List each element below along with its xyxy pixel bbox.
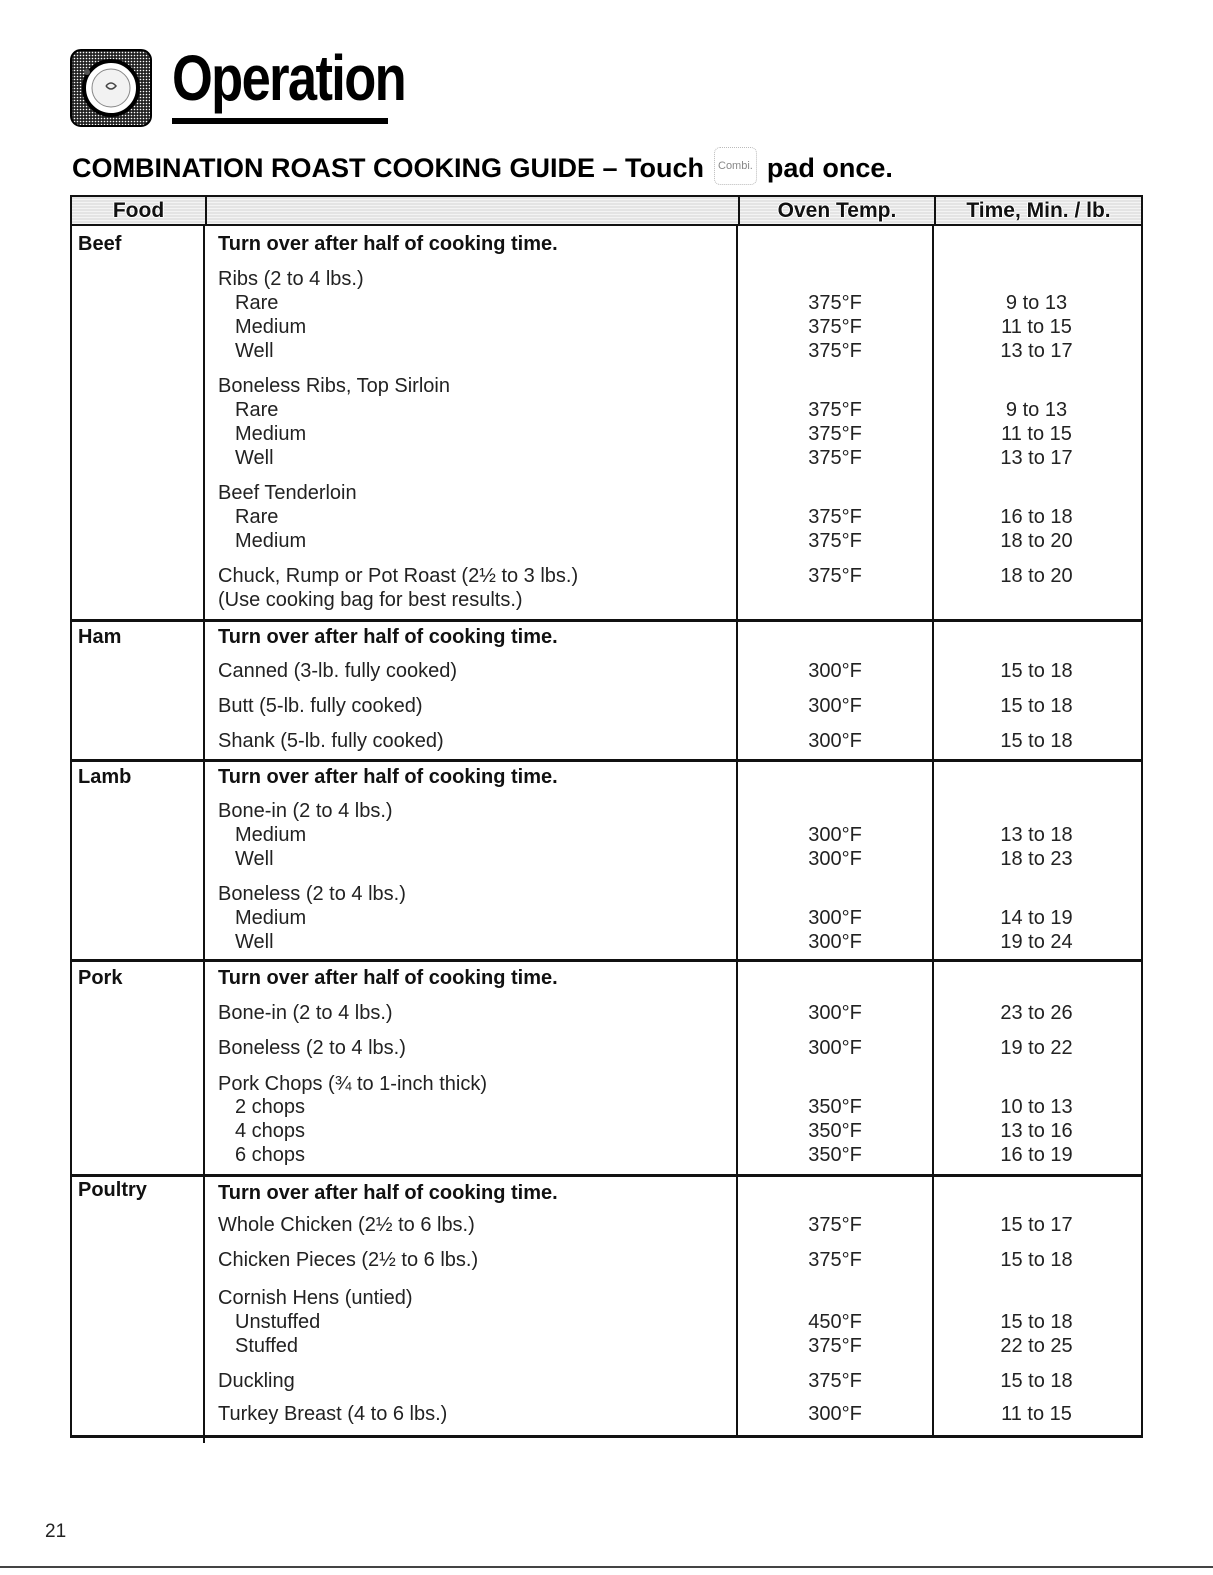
item-label: Duckling [218,1370,295,1392]
cook-time-value: 18 to 23 [1000,848,1073,870]
oven-temp-value: 375°F [808,1214,862,1236]
column-rule [736,226,738,1438]
oven-temp-value: 300°F [808,848,862,870]
oven-temp-value: 350°F [808,1096,862,1118]
header-time: Time, Min. / lb. [966,199,1111,222]
cook-time-value: 15 to 18 [1000,1370,1073,1392]
oven-temp-value: 375°F [808,399,862,421]
cook-time-value: 16 to 19 [1000,1144,1073,1166]
cook-time-value: 23 to 26 [1000,1002,1073,1024]
cook-time-value: 11 to 15 [1001,1403,1072,1425]
oven-temp-value: 300°F [808,824,862,846]
category-label: Ham [78,626,122,648]
section-note: Turn over after half of cooking time. [218,1182,558,1204]
table-bottom-border [70,1435,1143,1438]
oven-temp-value: 375°F [808,1335,862,1357]
oven-temp-value: 350°F [808,1120,862,1142]
cooking-guide-table [70,195,1143,1438]
item-label: Bone-in (2 to 4 lbs.) [218,1002,393,1024]
item-label: Canned (3-lb. fully cooked) [218,660,458,682]
item-label: Medium [235,907,307,929]
item-label: Medium [235,824,307,846]
item-label: 4 chops [235,1120,306,1142]
oven-temp-value: 375°F [808,1370,862,1392]
item-label: Butt (5-lb. fully cooked) [218,695,423,717]
cook-time-value: 9 to 13 [1005,399,1068,421]
oven-temp-value: 375°F [808,506,862,528]
section-divider [70,959,1143,962]
item-label: Medium [235,530,307,552]
oven-temp-value: 300°F [808,660,862,682]
oven-temp-value: 300°F [808,695,862,717]
oven-temp-value: 375°F [808,292,862,314]
oven-temp-value: 300°F [808,1002,862,1024]
cook-time-value: 19 to 22 [1000,1037,1073,1059]
cook-time-value: 13 to 16 [1000,1120,1073,1142]
oven-temp-value: 375°F [808,565,862,587]
section-note: Turn over after half of cooking time. [218,967,558,989]
section-divider [70,619,1143,622]
oven-temp-value: 375°F [808,1249,862,1271]
item-label: Bone-in (2 to 4 lbs.) [218,800,393,822]
item-label: Rare [235,399,279,421]
item-label: Medium [235,316,307,338]
combi-pad-icon: Combi. [714,147,757,185]
oven-temp-value: 300°F [808,931,862,953]
cook-time-value: 9 to 13 [1005,292,1068,314]
header-food: Food [112,199,165,222]
oven-temp-value: 300°F [808,730,862,752]
cook-time-value: 13 to 17 [1000,340,1073,362]
header-oven-temp: Oven Temp. [777,199,897,222]
item-label: Well [235,931,274,953]
item-label: (Use cooking bag for best results.) [218,589,523,611]
oven-temp-value: 375°F [808,423,862,445]
item-label: Shank (5-lb. fully cooked) [218,730,444,752]
guide-heading-text: COMBINATION ROAST COOKING GUIDE – Touch [72,153,704,184]
oven-temp-value: 300°F [808,907,862,929]
oven-temp-value: 375°F [808,530,862,552]
item-label: Boneless Ribs, Top Sirloin [218,375,450,397]
cook-time-value: 15 to 18 [1000,695,1073,717]
item-label: Well [235,848,274,870]
item-label: Cornish Hens (untied) [218,1287,413,1309]
item-label: Stuffed [235,1335,299,1357]
cook-time-value: 11 to 15 [1001,316,1072,338]
bottom-rule [0,1566,1213,1568]
item-label: 6 chops [235,1144,306,1166]
column-rule [70,226,72,1438]
cook-time-value: 19 to 24 [1000,931,1073,953]
column-rule [932,226,934,1438]
cook-time-value: 14 to 19 [1000,907,1073,929]
section-note: Turn over after half of cooking time. [218,766,558,788]
item-label: Pork Chops (¾ to 1-inch thick) [218,1073,487,1095]
category-label: Beef [78,233,122,255]
cook-time-value: 15 to 18 [1000,1249,1073,1271]
title-underline [172,118,388,124]
cook-time-value: 11 to 15 [1001,423,1072,445]
cook-time-value: 22 to 25 [1000,1335,1073,1357]
item-label: 2 chops [235,1096,306,1118]
column-rule [1141,226,1143,1438]
cook-time-value: 10 to 13 [1000,1096,1073,1118]
item-label: Chicken Pieces (2½ to 6 lbs.) [218,1249,479,1271]
item-label: Medium [235,423,307,445]
cook-time-value: 13 to 17 [1000,447,1073,469]
oven-temp-value: 375°F [808,316,862,338]
item-label: Rare [235,292,279,314]
item-label: Boneless (2 to 4 lbs.) [218,1037,406,1059]
item-label: Whole Chicken (2½ to 6 lbs.) [218,1214,475,1236]
oven-temp-value: 375°F [808,340,862,362]
cook-time-value: 16 to 18 [1000,506,1073,528]
item-label: Turkey Breast (4 to 6 lbs.) [218,1403,448,1425]
category-label: Pork [78,967,123,989]
guide-heading-suffix: pad once. [766,153,893,184]
page-number: 21 [45,1521,67,1542]
page-title: Operation [172,42,406,114]
cook-time-value: 15 to 18 [1000,660,1073,682]
oven-temp-value: 300°F [808,1037,862,1059]
guide-heading [72,151,893,189]
item-label: Chuck, Rump or Pot Roast (2½ to 3 lbs.) [218,565,579,587]
section-divider [70,1174,1143,1177]
oven-temp-value: 300°F [808,1403,862,1425]
cook-time-value: 15 to 18 [1000,730,1073,752]
cook-time-value: 15 to 18 [1000,1311,1073,1333]
item-label: Unstuffed [235,1311,321,1333]
oven-temp-value: 450°F [808,1311,862,1333]
oven-temp-value: 375°F [808,447,862,469]
item-label: Rare [235,506,279,528]
item-label: Beef Tenderloin [218,482,357,504]
section-divider [70,759,1143,762]
section-note: Turn over after half of cooking time. [218,233,558,255]
cook-time-value: 18 to 20 [1000,565,1073,587]
item-label: Boneless (2 to 4 lbs.) [218,883,406,905]
oven-dial-icon [70,48,152,128]
cook-time-value: 18 to 20 [1000,530,1073,552]
category-label: Lamb [78,766,132,788]
table-header [70,195,1143,226]
item-label: Ribs (2 to 4 lbs.) [218,268,364,290]
category-label: Poultry [78,1179,147,1201]
cook-time-value: 13 to 18 [1000,824,1073,846]
oven-temp-value: 350°F [808,1144,862,1166]
header-description [207,197,738,224]
section-note: Turn over after half of cooking time. [218,626,558,648]
cook-time-value: 15 to 17 [1000,1214,1073,1236]
column-rule [203,226,205,1443]
item-label: Well [235,340,274,362]
item-label: Well [235,447,274,469]
